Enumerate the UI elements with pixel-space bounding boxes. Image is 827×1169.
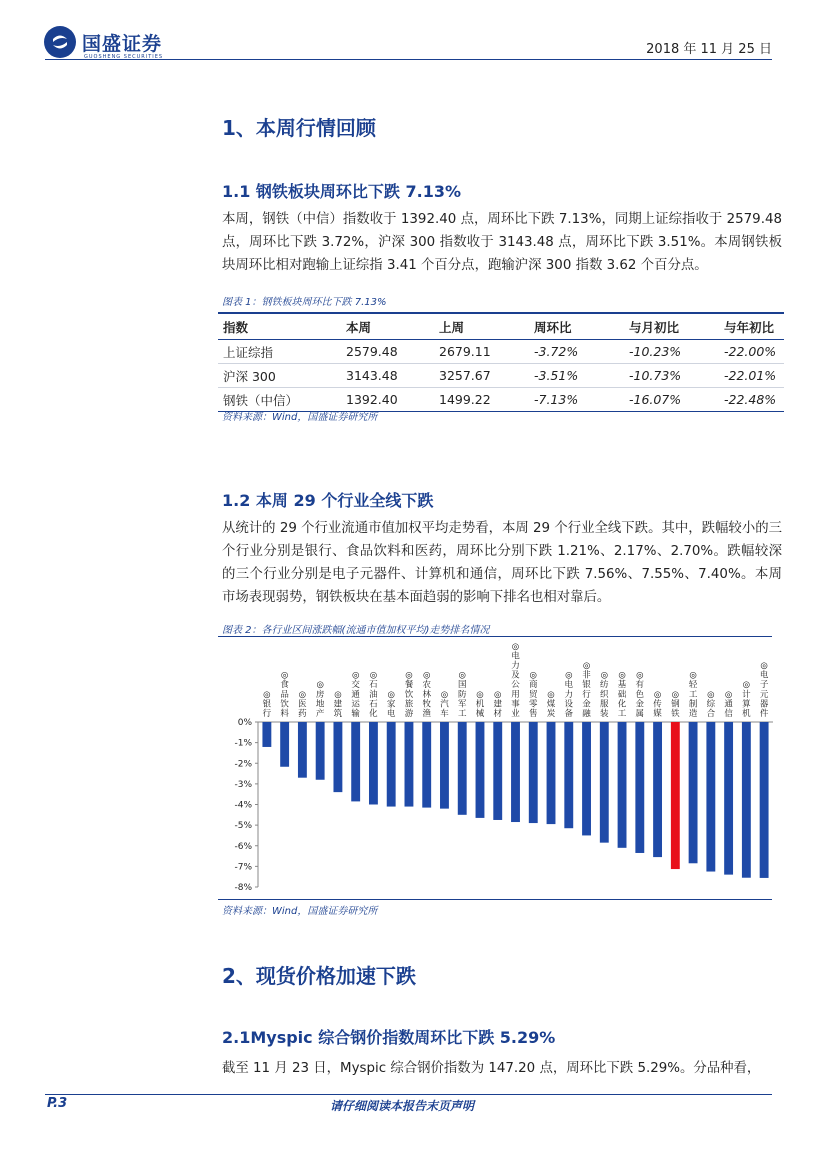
y-tick-label: 0% — [237, 718, 252, 728]
subsection-title: 1.2 本周 29 个行业全线下跌 — [222, 491, 434, 510]
y-tick-label: -6% — [234, 841, 252, 852]
y-tick-label: -8% — [234, 883, 252, 893]
column-header: 与月初比 — [624, 313, 719, 340]
category-label: ◎商贸零售 — [529, 670, 538, 719]
bar — [351, 722, 360, 801]
table-caption: 图表 1：钢铁板块周环比下跌 7.13% — [222, 297, 387, 308]
bar — [369, 722, 378, 805]
y-tick-label: -1% — [234, 738, 252, 749]
table-cell: 2579.48 — [341, 340, 434, 364]
y-tick-label: -5% — [234, 821, 252, 832]
bar — [635, 722, 644, 853]
table-cell: -3.72% — [529, 340, 624, 364]
category-label: ◎家电 — [386, 689, 396, 719]
category-label: ◎医药 — [298, 689, 307, 719]
column-header: 上周 — [434, 313, 529, 340]
table-cell: 3143.48 — [341, 364, 434, 388]
bar — [689, 722, 698, 863]
table-cell: 2679.11 — [434, 340, 529, 364]
bar — [440, 722, 449, 809]
caption-divider — [218, 636, 772, 637]
footer-divider — [45, 1094, 772, 1095]
bar — [547, 722, 556, 824]
chart-bottom-divider — [218, 899, 772, 900]
chart-source: 资料来源：Wind，国盛证券研究所 — [222, 906, 378, 917]
table-cell: -3.51% — [529, 364, 624, 388]
bar — [262, 722, 271, 747]
category-label: ◎建筑 — [333, 689, 343, 719]
y-tick-label: -7% — [234, 862, 252, 873]
table-cell: -16.07% — [624, 388, 719, 412]
category-label: ◎国防军工 — [457, 670, 467, 719]
bar — [405, 722, 414, 807]
table-cell: 钢铁（中信） — [218, 388, 341, 412]
section-title: 2、现货价格加速下跌 — [222, 964, 416, 988]
table-cell: -22.01% — [719, 364, 784, 388]
category-label: ◎综合 — [706, 689, 716, 719]
paragraph: 从统计的 29 个行业流通市值加权平均走势看，本周 29 个行业全线下跌。其中，跌幅较小的三个行业分别是银行、食品饮料和医药，周环比分别下跌 1.21%、2.17%、2.70%。跌幅较深的三个行业分别是电子元器件、计算机和通信，周环比下跌 7.56%、7.55%、7.40%。本周市场表现弱势，钢铁板块在基本面趋弱的影响下排名也相对靠后。 — [222, 521, 782, 605]
category-label: ◎煤炭 — [546, 689, 556, 719]
category-label: ◎农林牧渔 — [422, 670, 431, 719]
category-label: ◎电子元器件 — [759, 661, 769, 719]
category-label: ◎石油石化 — [369, 670, 378, 719]
logo-icon — [44, 26, 76, 58]
bar — [742, 722, 751, 878]
index-table — [218, 312, 784, 412]
bar — [653, 722, 662, 857]
table-row — [218, 340, 784, 364]
subsection-title: 1.1 钢铁板块周环比下跌 7.13% — [222, 182, 461, 201]
chart-caption: 图表 2：各行业区间涨跌幅(流通市值加权平均)走势排名情况 — [222, 625, 490, 636]
category-label: ◎餐饮旅游 — [404, 670, 414, 719]
category-label: ◎传媒 — [653, 689, 662, 719]
page-number: P.3 — [47, 1096, 68, 1111]
table-cell: 1392.40 — [341, 388, 434, 412]
category-label: ◎机械 — [475, 689, 485, 719]
category-label: ◎基础化工 — [617, 670, 627, 719]
y-tick-label: -4% — [234, 800, 252, 811]
bar — [458, 722, 467, 815]
category-label: ◎钢铁 — [671, 689, 680, 719]
bar — [476, 722, 485, 818]
bar — [422, 722, 431, 808]
bar — [298, 722, 307, 778]
table-source: 资料来源：Wind，国盛证券研究所 — [222, 412, 378, 423]
report-date: 2018 年 11 月 25 日 — [646, 42, 772, 57]
table-cell: 上证综指 — [218, 340, 341, 364]
column-header: 与年初比 — [719, 313, 784, 340]
bar — [564, 722, 573, 828]
paragraph: 本周，钢铁（中信）指数收于 1392.40 点，周环比下跌 7.13%，同期上证综指收于 2579.48 点，周环比下跌 3.72%，沪深 300 指数收于 3143.48 点，周环比下跌 3.51%。本周钢铁板块周环比相对跑输上证综指 3.41 个百分点，跑输沪深 300 指数 3.62 个百分点。 — [222, 212, 782, 273]
category-label: ◎通信 — [724, 689, 733, 719]
bar — [600, 722, 609, 843]
table-cell: -22.00% — [719, 340, 784, 364]
category-label: ◎房地产 — [315, 680, 325, 719]
category-label: ◎非银行金融 — [582, 661, 591, 719]
column-header: 周环比 — [529, 313, 624, 340]
subsection-title: 2.1Myspic 综合钢价指数周环比下跌 5.29% — [222, 1028, 556, 1047]
brand-english: GUOSHENG SECURITIES — [84, 54, 164, 60]
bar — [493, 722, 502, 820]
brand-logo — [44, 26, 162, 58]
bar — [333, 722, 342, 792]
brand-name: 国盛证券 — [82, 32, 163, 55]
category-label: ◎交通运输 — [351, 670, 360, 719]
bar — [760, 722, 769, 878]
bar — [529, 722, 538, 823]
y-tick-label: -3% — [234, 779, 252, 790]
column-header: 本周 — [341, 313, 434, 340]
table-cell: 沪深 300 — [218, 364, 341, 388]
category-label: ◎电力及公用事业 — [511, 641, 520, 719]
bar — [387, 722, 396, 807]
category-label: ◎银行 — [262, 689, 272, 719]
table-row — [218, 364, 784, 388]
category-label: ◎食品饮料 — [280, 670, 289, 719]
category-label: ◎计算机 — [742, 680, 751, 719]
category-label: ◎纺织服装 — [600, 670, 609, 719]
bar — [582, 722, 591, 835]
paragraph: 截至 11 月 23 日，Myspic 综合钢价指数为 147.20 点，周环比下跌 5.29%。分品种看， — [222, 1061, 761, 1076]
bar — [280, 722, 289, 767]
table-cell: -10.23% — [624, 340, 719, 364]
section-title: 1、本周行情回顾 — [222, 116, 376, 140]
bar — [618, 722, 627, 848]
industry-bar-chart — [218, 640, 778, 900]
y-tick-label: -2% — [234, 759, 252, 770]
bar — [706, 722, 715, 872]
table-cell: 3257.67 — [434, 364, 529, 388]
bar — [671, 722, 680, 869]
table-cell: 1499.22 — [434, 388, 529, 412]
category-label: ◎有色金属 — [635, 670, 645, 719]
table-cell: -7.13% — [529, 388, 624, 412]
footer-disclaimer: 请仔细阅读本报告末页声明 — [330, 1099, 475, 1113]
bar — [511, 722, 520, 822]
column-header: 指数 — [218, 313, 341, 340]
category-label: ◎轻工制造 — [688, 670, 698, 719]
table-cell: -10.73% — [624, 364, 719, 388]
table-cell: -22.48% — [719, 388, 784, 412]
bar — [316, 722, 325, 780]
category-label: ◎电力设备 — [564, 670, 574, 719]
category-label: ◎汽车 — [440, 689, 449, 719]
category-label: ◎建材 — [493, 689, 502, 719]
table-header-row — [218, 313, 784, 340]
bar — [724, 722, 733, 875]
header-divider — [45, 59, 772, 60]
